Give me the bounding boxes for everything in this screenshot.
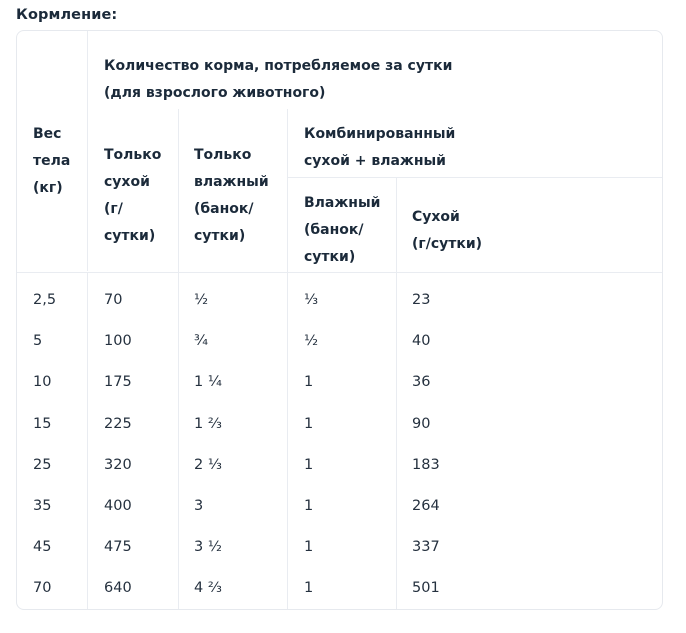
cell-comb-wet: 1 xyxy=(304,539,314,556)
cell-wet: ½ xyxy=(194,292,209,308)
cell-wet: 2 ⅓ xyxy=(194,456,222,473)
divider xyxy=(17,272,663,273)
cell-comb-wet: 1 xyxy=(304,415,314,432)
cell-dry: 225 xyxy=(104,415,132,432)
cell-comb-wet: 1 xyxy=(304,580,314,597)
divider xyxy=(87,272,88,610)
divider xyxy=(287,109,288,610)
cell-dry: 100 xyxy=(104,333,132,350)
cell-wet: 1 ⅔ xyxy=(194,415,222,432)
cell-weight: 25 xyxy=(33,456,52,473)
cell-comb-dry: 36 xyxy=(412,374,431,391)
cell-weight: 15 xyxy=(33,415,52,432)
cell-comb-wet: 1 xyxy=(304,498,314,514)
divider xyxy=(87,31,88,271)
cell-comb-wet: ½ xyxy=(304,333,319,350)
feeding-table xyxy=(16,30,663,610)
section-title: Кормление: xyxy=(16,7,118,23)
cell-comb-wet: 1 xyxy=(304,374,314,391)
cell-comb-dry: 23 xyxy=(412,292,431,308)
cell-weight: 5 xyxy=(33,333,43,350)
col-header-dry: Только сухой (г/ сутки) xyxy=(104,147,162,244)
col-header-weight: Вес тела (кг) xyxy=(33,126,71,196)
cell-weight: 10 xyxy=(33,374,52,391)
cell-dry: 175 xyxy=(104,374,132,391)
cell-comb-dry: 183 xyxy=(412,456,440,473)
divider xyxy=(178,109,179,610)
cell-wet: 4 ⅔ xyxy=(194,580,222,597)
cell-comb-dry: 40 xyxy=(412,333,431,350)
cell-wet: 3 ½ xyxy=(194,539,222,556)
cell-weight: 45 xyxy=(33,539,52,556)
group-header: Количество корма, потребляемое за сутки (для взрослого животного) xyxy=(104,58,453,101)
col-header-combined: Комбинированный сухой + влажный xyxy=(304,126,456,169)
divider xyxy=(396,177,397,610)
col-header-wet: Только влажный (банок/ сутки) xyxy=(194,147,269,244)
cell-dry: 475 xyxy=(104,539,132,556)
cell-weight: 35 xyxy=(33,498,52,514)
cell-dry: 70 xyxy=(104,292,123,308)
cell-dry: 400 xyxy=(104,498,132,514)
cell-wet: ¾ xyxy=(194,333,209,350)
cell-dry: 320 xyxy=(104,456,132,473)
col-header-combined-wet: Влажный (банок/ сутки) xyxy=(304,195,381,265)
cell-comb-wet: 1 xyxy=(304,456,314,473)
cell-weight: 70 xyxy=(33,580,52,597)
cell-dry: 640 xyxy=(104,580,132,597)
cell-weight: 2,5 xyxy=(33,292,57,308)
cell-comb-dry: 501 xyxy=(412,580,440,597)
cell-comb-wet: ⅓ xyxy=(304,292,319,308)
divider xyxy=(287,177,663,178)
cell-wet: 1 ¼ xyxy=(194,374,222,391)
cell-comb-dry: 90 xyxy=(412,415,431,432)
cell-comb-dry: 337 xyxy=(412,539,440,556)
cell-comb-dry: 264 xyxy=(412,498,440,514)
col-header-combined-dry: Сухой (г/сутки) xyxy=(412,209,483,252)
cell-wet: 3 xyxy=(194,498,204,514)
